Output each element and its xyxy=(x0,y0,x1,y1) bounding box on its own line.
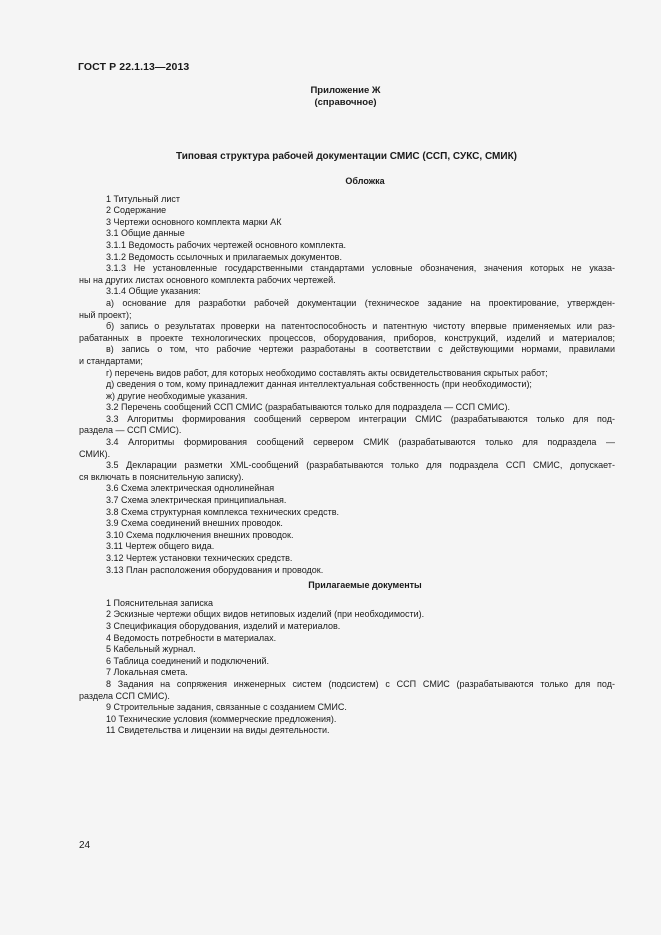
text-line: 3.2 Перечень сообщений ССП СМИС (разрабатываются только для подраздела — ССП СМИС). xyxy=(106,402,511,413)
text-line: 3.1.3 Не установленные государственными стандартами условные обозначения, значения которых не указа- xyxy=(106,263,615,274)
text-line: 3.1.1 Ведомость рабочих чертежей основного комплекта. xyxy=(106,239,347,250)
text-line: 3 Чертежи основного комплекта марки АК xyxy=(106,216,282,227)
text-line: раздела ССП СМИС). xyxy=(79,690,170,701)
text-line: 4 Ведомость потребности в материалах. xyxy=(106,632,277,643)
text-line: 3.11 Чертеж общего вида. xyxy=(106,541,215,552)
text-line: ный проект); xyxy=(79,309,132,320)
text-line: 8 Задания на сопряжения инженерных систем (подсистем) с ССП СМИС (разрабатываются только для под- xyxy=(106,678,615,689)
standard-header: ГОСТ Р 22.1.13—2013 xyxy=(78,61,190,73)
text-line: 2 Содержание xyxy=(106,205,167,216)
text-line: ж) другие необходимые указания. xyxy=(106,390,248,401)
text-line: 2 Эскизные чертежи общих видов нетиповых изделий (при необходимости). xyxy=(106,609,425,620)
text-line: г) перечень видов работ, для которых необходимо составлять акты освидетельствования скрытых работ; xyxy=(106,367,548,378)
appendix-title: Приложение Ж xyxy=(310,85,381,96)
text-line: и стандартами; xyxy=(79,355,143,366)
section-heading-cover: Обложка xyxy=(345,176,385,186)
text-line: а) основание для разработки рабочей документации (техническое задание на проектирование, утвержден- xyxy=(106,297,615,308)
text-line: 3 Спецификация оборудования, изделий и материалов. xyxy=(106,620,341,631)
text-line: 3.5 Декларации разметки XML-сообщений (разрабатываются только для подраздела ССП СМИС, допускает- xyxy=(106,460,615,471)
text-line: 6 Таблица соединений и подключений. xyxy=(106,655,270,666)
text-line: 3.1.4 Общие указания: xyxy=(106,286,201,297)
text-line: 1 Титульный лист xyxy=(106,193,180,204)
document-body xyxy=(79,176,615,737)
text-line: 3.7 Схема электрическая принципиальная. xyxy=(106,495,287,506)
text-line: б) запись о результатах проверки на патентоспособность и патентную чистоту впервые применяемых или раз- xyxy=(106,321,615,332)
text-line: 3.12 Чертеж установки технических средств. xyxy=(106,553,293,563)
text-line: ны на других листах основного комплекта рабочих чертежей. xyxy=(79,274,336,285)
text-line: 10 Технические условия (коммерческие предложения). xyxy=(106,713,337,724)
attached-documents-list xyxy=(79,598,615,737)
text-line: 7 Локальная смета. xyxy=(106,667,188,678)
text-line: в) запись о том, что рабочие чертежи разработаны в соответствии с действующими нормами, правилами xyxy=(106,344,615,355)
page-number: 24 xyxy=(79,840,91,851)
text-line: ся включать в пояснительную записку). xyxy=(79,471,244,482)
text-line: 3.9 Схема соединений внешних проводок. xyxy=(106,518,283,529)
text-line: 11 Свидетельства и лицензии на виды деятельности. xyxy=(106,725,330,736)
text-line: 3.3 Алгоритмы формирования сообщений сервером интеграции СМИС (разрабатываются только для под- xyxy=(106,413,615,424)
appendix-subtitle: (справочное) xyxy=(314,97,377,108)
text-line: раздела — ССП СМИС). xyxy=(79,425,182,436)
text-line: 3.1 Общие данные xyxy=(106,228,185,239)
text-line: 3.4 Алгоритмы формирования сообщений сервером СМИК (разрабатываются только для подраздела — xyxy=(106,437,615,448)
text-line: 9 Строительные задания, связанные с созданием СМИС. xyxy=(106,702,347,713)
appendix-heading xyxy=(0,85,661,109)
text-line: СМИК). xyxy=(79,448,111,459)
section-heading-attached: Прилагаемые документы xyxy=(308,580,422,591)
text-line: 1 Пояснительная записка xyxy=(106,597,214,608)
text-line: д) сведения о том, кому принадлежит данная интеллектуальная собственность (при необходимости); xyxy=(106,379,532,390)
cover-contents-list xyxy=(79,194,615,577)
document-title: Типовая структура рабочей документации СМИС (ССП, СУКС, СМИК) xyxy=(175,151,518,162)
text-line: 5 Кабельный журнал. xyxy=(106,644,196,655)
text-line: 3.8 Схема структурная комплекса технических средств. xyxy=(106,506,340,517)
text-line: 3.6 Схема электрическая однолинейная xyxy=(106,483,275,494)
text-line: 3.10 Схема подключения внешних проводок. xyxy=(106,529,294,540)
text-line: 3.13 План расположения оборудования и проводок. xyxy=(106,564,324,575)
text-line: 3.1.2 Ведомость ссылочных и прилагаемых документов. xyxy=(106,251,342,262)
text-line: рабатанных в проекте технологических процессов, оборудования, приборов, конструкций, изделий и материалов; xyxy=(79,332,615,343)
